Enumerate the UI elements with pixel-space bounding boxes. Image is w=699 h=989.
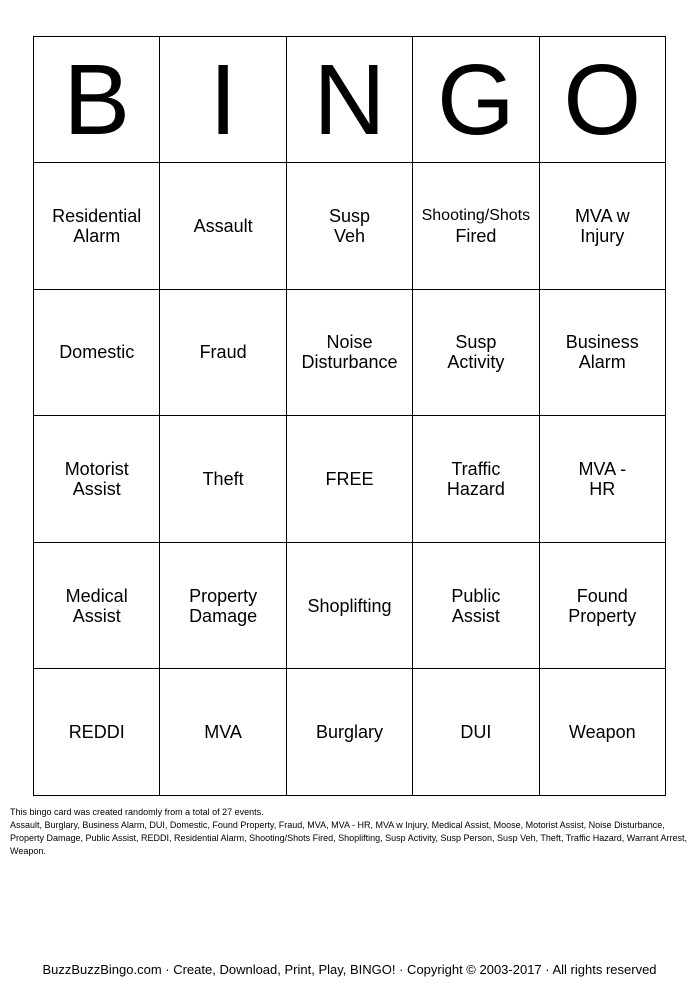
bingo-cell-text: DUI <box>460 722 492 743</box>
bingo-cell-text: Assault <box>193 215 253 236</box>
bingo-cell <box>413 163 539 290</box>
bingo-cell-text: FREE <box>325 468 374 489</box>
bingo-row <box>34 163 666 290</box>
bingo-cell-text: Weapon <box>568 722 636 743</box>
bingo-cell-text: REDDI <box>68 722 125 743</box>
bingo-cell <box>413 416 539 543</box>
page-footer: BuzzBuzzBingo.com · Create, Download, Print, Play, BINGO! · Copyright © 2003-2017 · All rights reserved <box>42 962 657 977</box>
bingo-cell-text: Injury <box>580 225 625 246</box>
bingo-cell <box>34 163 160 290</box>
bingo-cell-text: Assist <box>72 478 121 499</box>
header-letter-i: I <box>160 37 286 163</box>
bingo-card <box>33 36 666 796</box>
bingo-cell <box>34 289 160 416</box>
note-intro: This bingo card was created randomly from a total of 27 events. <box>10 807 264 817</box>
bingo-cell-text: Shoplifting <box>307 595 392 616</box>
bingo-cell <box>539 289 665 416</box>
bingo-cell-text: MVA <box>204 722 242 743</box>
bingo-cell-text: Noise <box>326 332 373 353</box>
bingo-row <box>34 289 666 416</box>
bingo-cell-text: Public <box>451 585 501 606</box>
bingo-cell-text: Susp <box>328 205 370 226</box>
bingo-cell-text: Fired <box>455 225 497 246</box>
header-letter-b: B <box>34 37 160 163</box>
bingo-cell-text: MVA w <box>574 205 630 226</box>
bingo-cell-text: Residential <box>52 205 142 226</box>
bingo-cell <box>160 289 286 416</box>
header-letter-n: N <box>286 37 412 163</box>
bingo-cell-text: Assist <box>72 605 121 626</box>
bingo-cell-text: Traffic <box>451 458 501 479</box>
bingo-row <box>34 416 666 543</box>
bingo-cell <box>286 542 412 669</box>
bingo-cell <box>34 542 160 669</box>
bingo-cell-text: Veh <box>333 225 365 246</box>
bingo-cell <box>286 416 412 543</box>
bingo-cell <box>286 163 412 290</box>
bingo-cell <box>539 163 665 290</box>
card-note <box>10 806 690 858</box>
bingo-row <box>34 542 666 669</box>
bingo-cell-text: Alarm <box>578 352 626 373</box>
bingo-cell-text: Theft <box>202 468 244 489</box>
bingo-cell-text: MVA - <box>578 458 627 479</box>
bingo-cell-text: Burglary <box>315 722 383 743</box>
bingo-cell <box>286 669 412 796</box>
bingo-cell <box>34 416 160 543</box>
bingo-cell <box>160 163 286 290</box>
bingo-cell <box>413 542 539 669</box>
bingo-cell <box>286 289 412 416</box>
bingo-cell <box>539 542 665 669</box>
header-letter-o: O <box>539 37 665 163</box>
bingo-cell <box>539 416 665 543</box>
bingo-cell-text: Motorist <box>64 458 129 479</box>
bingo-cell-text: Fraud <box>199 342 247 363</box>
bingo-cell-text: Assist <box>451 605 500 626</box>
bingo-header-row <box>34 37 666 163</box>
bingo-cell-text: Shooting/Shots <box>421 206 531 224</box>
bingo-cell-text: Susp <box>455 332 497 353</box>
bingo-cell-text: Disturbance <box>301 352 398 373</box>
bingo-row <box>34 669 666 796</box>
bingo-cell <box>160 416 286 543</box>
bingo-cell-text: HR <box>589 478 616 499</box>
bingo-cell-text: Activity <box>447 352 505 373</box>
bingo-cell-text: Domestic <box>59 342 135 363</box>
bingo-cell-text: Found <box>576 585 628 606</box>
bingo-cell <box>413 669 539 796</box>
bingo-cell-text: Damage <box>189 605 258 626</box>
bingo-cell-text: Medical <box>65 585 128 606</box>
bingo-cell <box>160 669 286 796</box>
note-event-list: Assault, Burglary, Business Alarm, DUI, Domestic, Found Property, Fraud, MVA, MVA - HR, MVA w Injury, Medical Assist, Moose, Motorist Assist, Noise Disturbance, Property Damage, Public Assist, REDDI, Residential Alarm, Shooting/Shots Fired, Shoplifting, Susp Activity, Susp Person, Susp Veh, Theft, Traffic Hazard, Warrant Arrest, Weapon. <box>10 820 687 856</box>
bingo-cell <box>413 289 539 416</box>
bingo-cell-text: Hazard <box>446 478 505 499</box>
bingo-cell <box>160 542 286 669</box>
header-letter-g: G <box>413 37 539 163</box>
bingo-cell-text: Property <box>189 585 258 606</box>
bingo-cell-text: Property <box>568 605 637 626</box>
bingo-cell <box>34 669 160 796</box>
bingo-cell <box>539 669 665 796</box>
bingo-cell-text: Business <box>565 332 639 353</box>
bingo-cell-text: Alarm <box>73 225 121 246</box>
